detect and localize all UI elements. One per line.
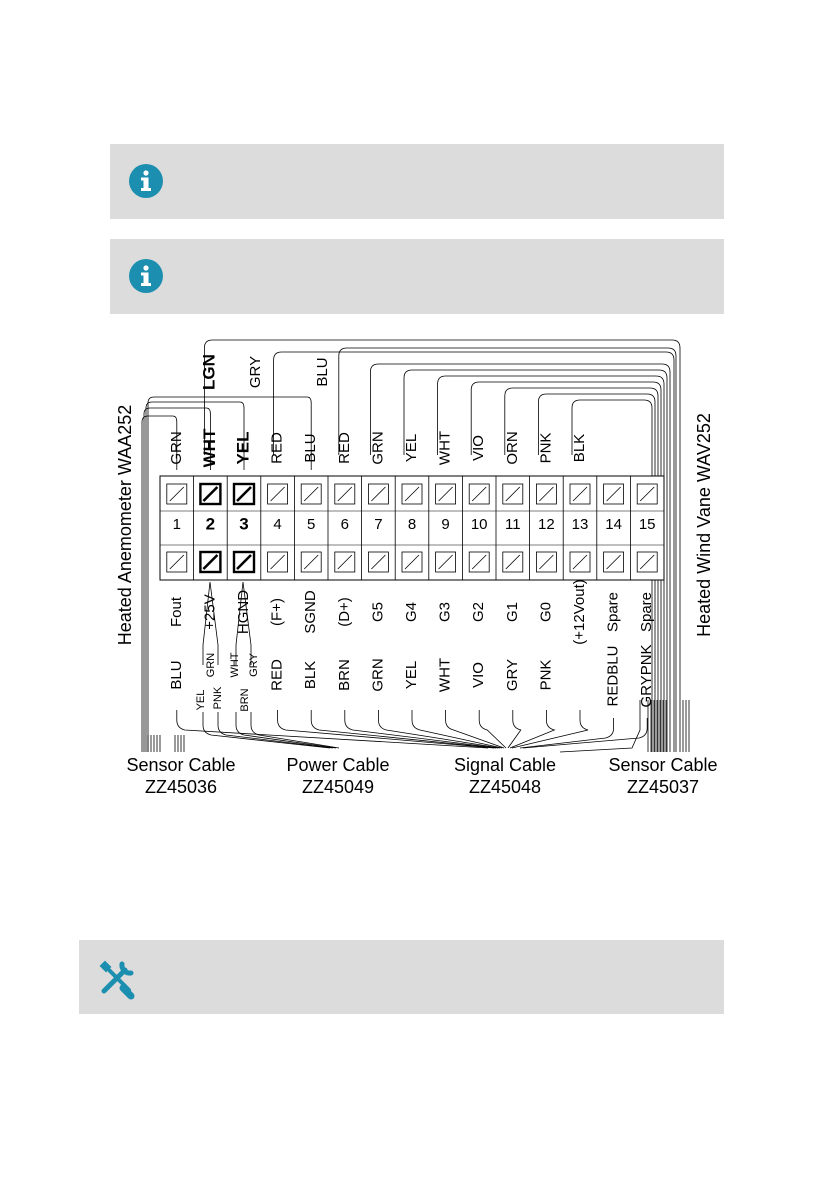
cable-code: ZZ45048 [468,776,542,797]
terminal-number: 13 [571,515,589,533]
top-wire-label: WHT [199,428,219,468]
top-wire-label: RED [268,432,286,464]
signal-name: +25V [201,594,219,630]
wire [520,718,614,748]
signal-name: (D+) [335,597,353,627]
top-wire-label: LGN [199,354,219,390]
bottom-wire-label: GRY [503,658,521,692]
signal-name: G2 [470,601,488,623]
top-wire-label: YEL [233,431,253,465]
power-wire-label: YEL [194,689,207,711]
signal-name: G3 [436,601,454,623]
cable-name: Signal Cable [453,754,557,775]
terminal-number: 2 [205,514,216,534]
wire [523,718,647,748]
wire [142,416,177,752]
terminal-number: 9 [441,515,450,533]
bottom-wire-label: PNK [537,659,555,691]
right-sensor-label: Heated Wind Vane WAV252 [693,413,714,637]
top-wire-label: YEL [402,433,420,463]
top-wire-label: GRN [167,431,185,465]
signal-name: HGND [234,589,252,635]
wire [479,710,506,748]
top-wire-label: ORN [503,431,521,465]
wire [311,710,496,748]
power-wire-label: GRY [247,653,260,677]
bottom-wire-label: BLU [167,660,185,690]
terminal-number: 6 [340,515,349,533]
bottom-wire-label: WHT [436,657,454,693]
terminal-number: 11 [505,515,521,533]
signal-name: (+12Vout) [570,579,588,645]
signal-name: G0 [537,601,555,623]
terminal-number: 7 [374,515,383,533]
top-wire-label: VIO [470,435,488,461]
terminal-number: 10 [470,515,488,533]
power-wire-label: BRN [238,688,251,712]
top-wire-label: WHT [436,430,454,466]
cable-name: Sensor Cable [126,754,236,775]
terminal-number: 8 [407,515,417,533]
terminal-number: 1 [172,515,181,533]
bottom-wire-label: BLK [302,660,320,690]
cable-name: Power Cable [286,754,390,775]
signal-name: Spare [638,591,656,633]
signal-name: G1 [503,601,521,623]
signal-name: G4 [402,601,420,623]
power-wire-label: PNK [211,686,224,710]
terminal-number: 3 [239,514,249,534]
signal-name: SGND [302,590,320,634]
wire [218,712,333,748]
top-wire-label: BLU [302,433,320,463]
bottom-wire-label: BRN [335,659,353,691]
bottom-wire-label: RED [268,659,286,691]
top-wire-label: BLU [313,357,331,387]
terminal-number: 5 [307,515,316,533]
terminal-number: 4 [273,515,282,533]
bottom-wire-label: YEL [402,660,420,690]
cable-name: Sensor Cable [608,754,718,775]
top-wire-label: PNK [537,432,555,464]
left-sensor-label: Heated Anemometer WAA252 [114,404,135,646]
signal-name: (F+) [268,598,286,626]
power-wire-label: WHT [228,652,241,678]
bottom-wire-label: GRN [369,658,387,692]
cable-code: ZZ45036 [144,776,218,797]
wire [560,700,640,752]
bottom-wire-label: REDBLU [604,645,622,707]
power-wire-label: GRN [204,652,217,678]
top-wire-label: BLK [570,433,588,463]
terminal-number: 14 [605,515,622,533]
bottom-wire-label: VIO [470,662,488,688]
signal-name: Fout [167,596,185,628]
cable-code: ZZ45037 [626,776,700,797]
terminal-number: 12 [538,515,555,533]
wire [508,710,521,748]
cable-code: ZZ45049 [301,776,375,797]
terminal-number: 15 [638,515,656,533]
signal-name: Spare [604,591,622,633]
top-wire-label: GRY [246,355,264,389]
top-wire-label: GRN [369,431,387,465]
bottom-wire-label: GRYPNK [638,644,656,708]
top-wire-label: RED [335,432,353,464]
wire [510,710,554,748]
signal-name: G5 [369,601,387,623]
